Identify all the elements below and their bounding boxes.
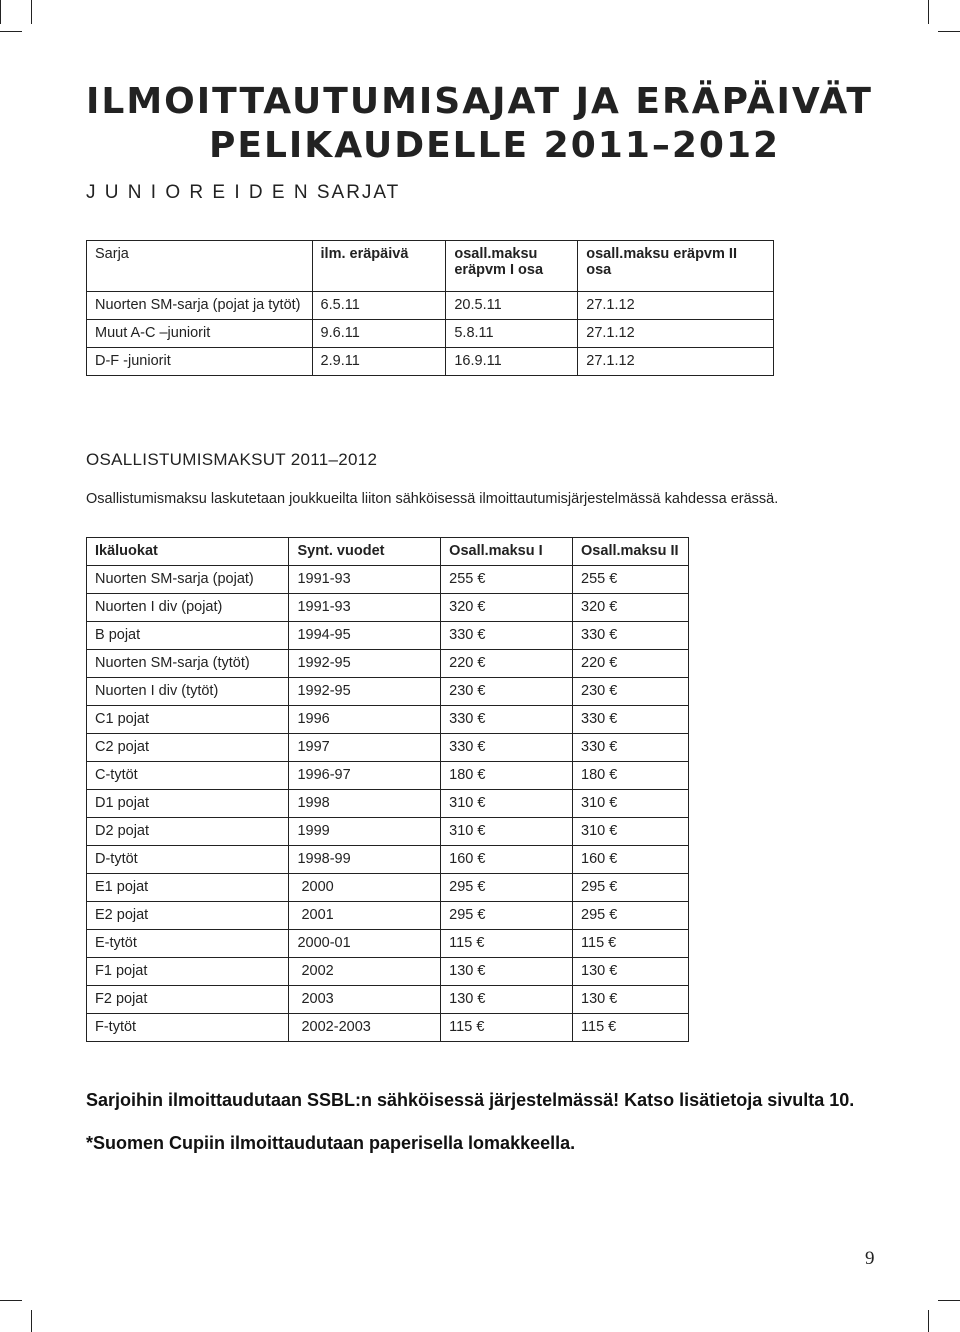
table-cell: 180 €	[573, 762, 689, 790]
table-row	[87, 320, 774, 348]
table-row	[87, 930, 689, 958]
table-cell: 16.9.11	[446, 348, 578, 376]
table-cell: Nuorten SM-sarja (pojat ja tytöt)	[87, 292, 313, 320]
table-cell: D-tytöt	[87, 846, 289, 874]
deadlines-table	[86, 240, 774, 376]
table-cell: 295 €	[573, 874, 689, 902]
table-cell: 230 €	[573, 678, 689, 706]
table-header-row	[87, 538, 689, 566]
crop-mark	[0, 1300, 22, 1301]
table-cell: 115 €	[573, 1014, 689, 1042]
table-cell: 1998	[289, 790, 441, 818]
table-cell: 130 €	[441, 958, 573, 986]
table-cell: D1 pojat	[87, 790, 289, 818]
table-cell: Nuorten I div (pojat)	[87, 594, 289, 622]
table-row	[87, 594, 689, 622]
table-row	[87, 818, 689, 846]
crop-mark	[928, 1310, 929, 1332]
table-row	[87, 650, 689, 678]
table-cell: 330 €	[573, 706, 689, 734]
table-cell: 310 €	[441, 818, 573, 846]
crop-mark	[31, 1310, 32, 1332]
table-cell: 310 €	[573, 818, 689, 846]
table-row	[87, 292, 774, 320]
crop-mark	[0, 0, 1, 24]
table-cell: 2003	[289, 986, 441, 1014]
table-cell: 130 €	[441, 986, 573, 1014]
table-cell: 310 €	[573, 790, 689, 818]
table-row	[87, 790, 689, 818]
table-cell: 255 €	[573, 566, 689, 594]
table-row	[87, 1014, 689, 1042]
table-row	[87, 566, 689, 594]
table-cell: 9.6.11	[312, 320, 446, 348]
header-cell: Sarja	[87, 241, 313, 292]
page-number: 9	[865, 1248, 875, 1269]
table-row	[87, 958, 689, 986]
table-cell: 295 €	[441, 874, 573, 902]
table-cell: 255 €	[441, 566, 573, 594]
table-row	[87, 902, 689, 930]
table-cell: 2002-2003	[289, 1014, 441, 1042]
table-cell: 2002	[289, 958, 441, 986]
section-subtitle: J U N I O R E I D E N SARJAT	[86, 182, 401, 203]
table-row	[87, 678, 689, 706]
table-cell: F2 pojat	[87, 986, 289, 1014]
table-cell: 230 €	[441, 678, 573, 706]
table-cell: 2.9.11	[312, 348, 446, 376]
table-row	[87, 874, 689, 902]
table-cell: 1991-93	[289, 566, 441, 594]
table-cell: 20.5.11	[446, 292, 578, 320]
table-row	[87, 846, 689, 874]
table-row	[87, 348, 774, 376]
table-cell: 160 €	[573, 846, 689, 874]
table-cell: 1992-95	[289, 678, 441, 706]
table-cell: Muut A-C –juniorit	[87, 320, 313, 348]
crop-mark	[31, 0, 32, 24]
table-cell: C2 pojat	[87, 734, 289, 762]
table-cell: F1 pojat	[87, 958, 289, 986]
table-cell: 27.1.12	[578, 348, 774, 376]
table-cell: 1992-95	[289, 650, 441, 678]
table-cell: 320 €	[573, 594, 689, 622]
table-header-row	[87, 241, 774, 292]
table-cell: 1998-99	[289, 846, 441, 874]
fees-heading: OSALLISTUMISMAKSUT 2011–2012	[86, 450, 378, 469]
footer-registration-note: Sarjoihin ilmoittaudutaan SSBL:n sähköisessä järjestelmässä! Katso lisätietoja sivulta 10.	[86, 1090, 855, 1110]
footer-cup-note: *Suomen Cupiin ilmoittaudutaan paperisella lomakkeella.	[86, 1133, 576, 1153]
table-cell: Nuorten I div (tytöt)	[87, 678, 289, 706]
table-cell: 1996	[289, 706, 441, 734]
table-cell: 310 €	[441, 790, 573, 818]
table-cell: 320 €	[441, 594, 573, 622]
table-cell: Nuorten SM-sarja (tytöt)	[87, 650, 289, 678]
table-cell: 330 €	[441, 706, 573, 734]
table-cell: 2000-01	[289, 930, 441, 958]
crop-mark	[928, 0, 929, 24]
table-cell: 1991-93	[289, 594, 441, 622]
table-row	[87, 762, 689, 790]
table-cell: 115 €	[573, 930, 689, 958]
table-cell: 330 €	[441, 622, 573, 650]
title-line-1: ILMOITTAUTUMISAJAT JA ERÄPÄIVÄT	[86, 81, 873, 122]
table-row	[87, 706, 689, 734]
table-cell: 5.8.11	[446, 320, 578, 348]
header-cell: Osall.maksu II	[573, 538, 689, 566]
table-cell: 2000	[289, 874, 441, 902]
table-cell: 295 €	[441, 902, 573, 930]
table-cell: E1 pojat	[87, 874, 289, 902]
table-cell: 2001	[289, 902, 441, 930]
header-cell: Osall.maksu I	[441, 538, 573, 566]
table-cell: D-F -juniorit	[87, 348, 313, 376]
table-cell: 27.1.12	[578, 292, 774, 320]
table-cell: D2 pojat	[87, 818, 289, 846]
header-cell: osall.maksu eräpvm II osa	[578, 241, 774, 292]
table-cell: 330 €	[573, 622, 689, 650]
table-cell: 115 €	[441, 1014, 573, 1042]
table-cell: 1996-97	[289, 762, 441, 790]
table-cell: 115 €	[441, 930, 573, 958]
table-row	[87, 622, 689, 650]
crop-mark	[938, 1300, 960, 1301]
table-cell: Nuorten SM-sarja (pojat)	[87, 566, 289, 594]
crop-mark	[938, 31, 960, 32]
table-cell: 180 €	[441, 762, 573, 790]
header-cell: ilm. eräpäivä	[312, 241, 446, 292]
page-title	[86, 80, 886, 168]
table-cell: C1 pojat	[87, 706, 289, 734]
table-cell: 1997	[289, 734, 441, 762]
table-cell: 220 €	[441, 650, 573, 678]
table-cell: 295 €	[573, 902, 689, 930]
table-row	[87, 986, 689, 1014]
table-cell: 6.5.11	[312, 292, 446, 320]
table-cell: 160 €	[441, 846, 573, 874]
fees-table	[86, 537, 689, 1042]
table-cell: 1999	[289, 818, 441, 846]
table-cell: 330 €	[573, 734, 689, 762]
header-cell: Synt. vuodet	[289, 538, 441, 566]
table-cell: 130 €	[573, 958, 689, 986]
title-line-2: PELIKAUDELLE 2011–2012	[209, 125, 781, 166]
table-cell: 1994-95	[289, 622, 441, 650]
table-cell: E2 pojat	[87, 902, 289, 930]
table-cell: 27.1.12	[578, 320, 774, 348]
crop-mark	[0, 31, 22, 32]
header-cell: Ikäluokat	[87, 538, 289, 566]
table-cell: F-tytöt	[87, 1014, 289, 1042]
table-cell: B pojat	[87, 622, 289, 650]
table-cell: C-tytöt	[87, 762, 289, 790]
table-cell: E-tytöt	[87, 930, 289, 958]
header-cell: osall.maksu eräpvm I osa	[446, 241, 578, 292]
fees-note: Osallistumismaksu laskutetaan joukkueilta liiton sähköisessä ilmoittautumisjärjestelmässä kahdessa erässä.	[86, 491, 779, 507]
table-cell: 220 €	[573, 650, 689, 678]
table-row	[87, 734, 689, 762]
table-cell: 130 €	[573, 986, 689, 1014]
table-cell: 330 €	[441, 734, 573, 762]
